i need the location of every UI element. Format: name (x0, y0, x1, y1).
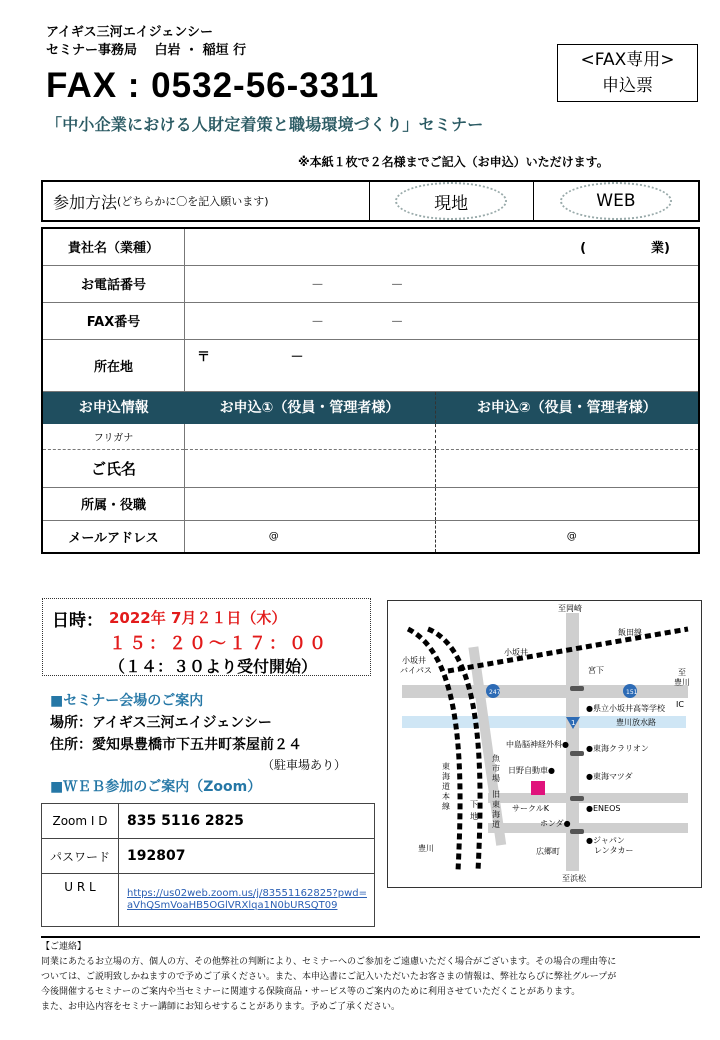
form-type-line1: <FAX専用> (580, 50, 675, 70)
email-field-1[interactable] (185, 520, 436, 553)
map-drawing (388, 601, 701, 887)
contact-line-1: 同業にあたるお立場の方、個人の方、その他弊社の判断により、セミナーへのご参加をご遠慮いただく場合がございます。その場合の理由等に (41, 957, 617, 967)
map-circlek: サークルK (512, 804, 550, 813)
address-label: 所在地 (42, 339, 185, 391)
map-iida: 飯田線 (618, 628, 642, 637)
signal-icon (570, 751, 584, 756)
method-label-note: (どちらかに〇を記入願います) (117, 195, 269, 208)
map-river-road: 豊川放水路 (616, 718, 656, 727)
map-mazda: ●東海マツダ (586, 772, 633, 781)
at-mark-2: @ (566, 530, 577, 542)
map-south: 至浜松 (562, 874, 586, 883)
map-nakajima: 中島脳神経外科● (506, 740, 569, 749)
map-toyokawa: 豊川 (418, 844, 434, 853)
map-ic-2: 豊川 (674, 678, 690, 687)
zoom-url-cell (119, 874, 375, 927)
map-honda: ホンダ● (540, 819, 571, 828)
email-field-2[interactable] (435, 520, 699, 553)
dept-label: 所属・役職 (42, 487, 185, 520)
map-hino: 日野自動車● (508, 766, 555, 775)
map-chi: 地 (470, 812, 478, 821)
name-field-2[interactable] (435, 449, 699, 487)
zoom-url-label: U R L (42, 874, 119, 927)
furigana-field-2[interactable] (435, 423, 699, 449)
map-tokaido-2: 海 (442, 772, 450, 781)
apply1-header: お申込①（役員・管理者様） (185, 391, 436, 423)
seminar-title: 「中小企業における人財定着策と職場環境づくり」セミナー (46, 115, 484, 134)
company-suffix: ( 業) (580, 241, 670, 257)
map-r247: 247 (489, 689, 501, 696)
map-kyu-3: 海 (492, 810, 500, 819)
web-label: WEB (596, 191, 636, 211)
venue-heading: ■セミナー会場のご案内 (50, 693, 204, 709)
company-label: 貴社名（業種） (42, 228, 185, 265)
dept-field-2[interactable] (435, 487, 699, 520)
map-tokai-clarion: ●東海クラリオン (586, 744, 649, 753)
form-note: ※本紙１枚で２名様までご記入（お申込）いただけます。 (298, 155, 609, 169)
map-bypass-2: バイパス (400, 666, 432, 675)
map-japan-1: ●ジャパン (586, 836, 625, 845)
reception-time: （１４：３０より受付開始） (109, 657, 318, 676)
map-kyu-2: 東 (492, 800, 500, 809)
map-kosakai: 小坂井 (504, 648, 528, 657)
zoom-id-label: Zoom I D (42, 804, 119, 839)
map-school: ●県立小坂井高等学校 (586, 704, 665, 713)
at-mark-1: @ (268, 530, 279, 542)
form-type-box (557, 44, 698, 102)
signal-icon (570, 829, 584, 834)
option-oval (395, 182, 507, 220)
postal-dash: － (290, 349, 304, 365)
map-tokaido-4: 本 (442, 792, 450, 801)
fax-field[interactable] (185, 302, 700, 339)
zoom-info-table (41, 803, 375, 927)
map-r1: 1 (571, 719, 576, 727)
participation-method (41, 180, 700, 222)
map-hirogo: 広郷町 (536, 847, 560, 856)
map-japan-2: レンタカー (594, 846, 634, 855)
method-option-web[interactable] (534, 182, 698, 220)
dept-field-1[interactable] (185, 487, 436, 520)
contact-line-4: また、お申込内容をセミナー講師にお知らせすることがあります。予めご了承ください。 (41, 1002, 401, 1012)
apply2-header: お申込②（役員・管理者様） (435, 391, 699, 423)
zoom-password-label: パスワード (42, 839, 119, 874)
map-uoichiba-2: 市 (492, 764, 500, 773)
furigana-label: フリガナ (42, 423, 185, 449)
map-eneos: ●ENEOS (586, 804, 621, 813)
phone-field[interactable] (185, 265, 700, 302)
map-tokaido-1: 東 (442, 762, 450, 771)
event-date: 2022年 7月２１日（木） (109, 609, 287, 627)
access-map (387, 600, 702, 888)
name-field-1[interactable] (185, 449, 436, 487)
contact-line-3: 今後開催するセミナーのご案内や当セミナーに関連する保険商品・サービス等のご案内のために利用させていただくことがあります。 (41, 987, 581, 997)
option-oval (560, 182, 672, 220)
map-kyu-4: 道 (492, 820, 500, 829)
form-type-line2: 申込票 (602, 76, 653, 96)
postal-mark: 〒 (197, 349, 211, 365)
address-field[interactable] (185, 339, 700, 391)
method-option-onsite[interactable] (370, 182, 534, 220)
zoom-password-value: 192807 (119, 839, 375, 874)
fax-dash-1: － (311, 315, 325, 330)
contact-heading: 【ご連絡】 (41, 942, 87, 952)
map-shimo: 下 (470, 800, 478, 809)
map-uoichiba-1: 魚 (492, 754, 500, 763)
map-tokaido-3: 道 (442, 782, 450, 791)
venue-place: 場所：アイギス三河エイジェンシー (50, 715, 272, 731)
contact-line-2: ついては、ご説明致しかねますので予めご了承ください。また、本申込書にご記入いただいたお客さまの情報は、弊社ならびに弊社グループが (41, 972, 617, 982)
company-field[interactable] (185, 228, 700, 265)
fax-label: FAX番号 (42, 302, 185, 339)
signal-icon (570, 686, 584, 691)
zoom-id-value: 835 5116 2825 (119, 804, 375, 839)
map-ic-3: IC (676, 700, 684, 709)
map-miyashita: 宮下 (588, 666, 604, 675)
phone-label: お電話番号 (42, 265, 185, 302)
date-label: 日時： (52, 611, 103, 631)
phone-dash-1: － (311, 278, 325, 293)
fax-dash-2: － (390, 315, 404, 330)
side-road-h2 (488, 823, 688, 833)
main-road-h (402, 685, 688, 698)
agency-name: アイギス三河エイジェンシー (46, 25, 213, 40)
event-time: １５：２０～１７：００ (109, 634, 329, 654)
fax-number: FAX : 0532-56-3311 (46, 66, 380, 105)
method-label (43, 182, 370, 220)
signal-icon (570, 796, 584, 801)
parking-note: （駐車場あり） (262, 758, 347, 772)
venue-marker (531, 781, 545, 795)
map-r151: 151 (626, 689, 638, 696)
side-road-h (488, 793, 688, 803)
map-bypass-1: 小坂井 (402, 656, 426, 665)
contact-notes (41, 936, 700, 1015)
name-label: ご氏名 (42, 449, 185, 487)
onsite-label: 現地 (434, 193, 469, 214)
email-label: メールアドレス (42, 520, 185, 553)
office-name: セミナー事務局 白岩 ・ 稲垣 行 (46, 43, 247, 58)
map-uoichiba-3: 場 (492, 774, 500, 783)
furigana-field-1[interactable] (185, 423, 436, 449)
map-tokaido-5: 線 (442, 802, 450, 811)
map-kyu-1: 旧 (492, 790, 500, 799)
application-form (41, 227, 700, 554)
apply-info-header: お申込情報 (42, 391, 185, 423)
map-north: 至岡崎 (558, 604, 582, 613)
zoom-url-link[interactable]: https://us02web.zoom.us/j/83551162825?pwd=aVhQSmVoaHB5OGlVRXlqa1N0bURSQT09 (127, 888, 367, 911)
method-label-text: 参加方法 (53, 192, 118, 212)
web-heading: ■ＷＥＢ参加のご案内（Zoom） (50, 779, 262, 795)
header-block (46, 24, 246, 60)
venue-address: 住所：愛知県豊橋市下五井町茶屋前２４ (50, 737, 302, 753)
map-ic-1: 至 (678, 668, 686, 677)
phone-dash-2: － (390, 278, 404, 293)
